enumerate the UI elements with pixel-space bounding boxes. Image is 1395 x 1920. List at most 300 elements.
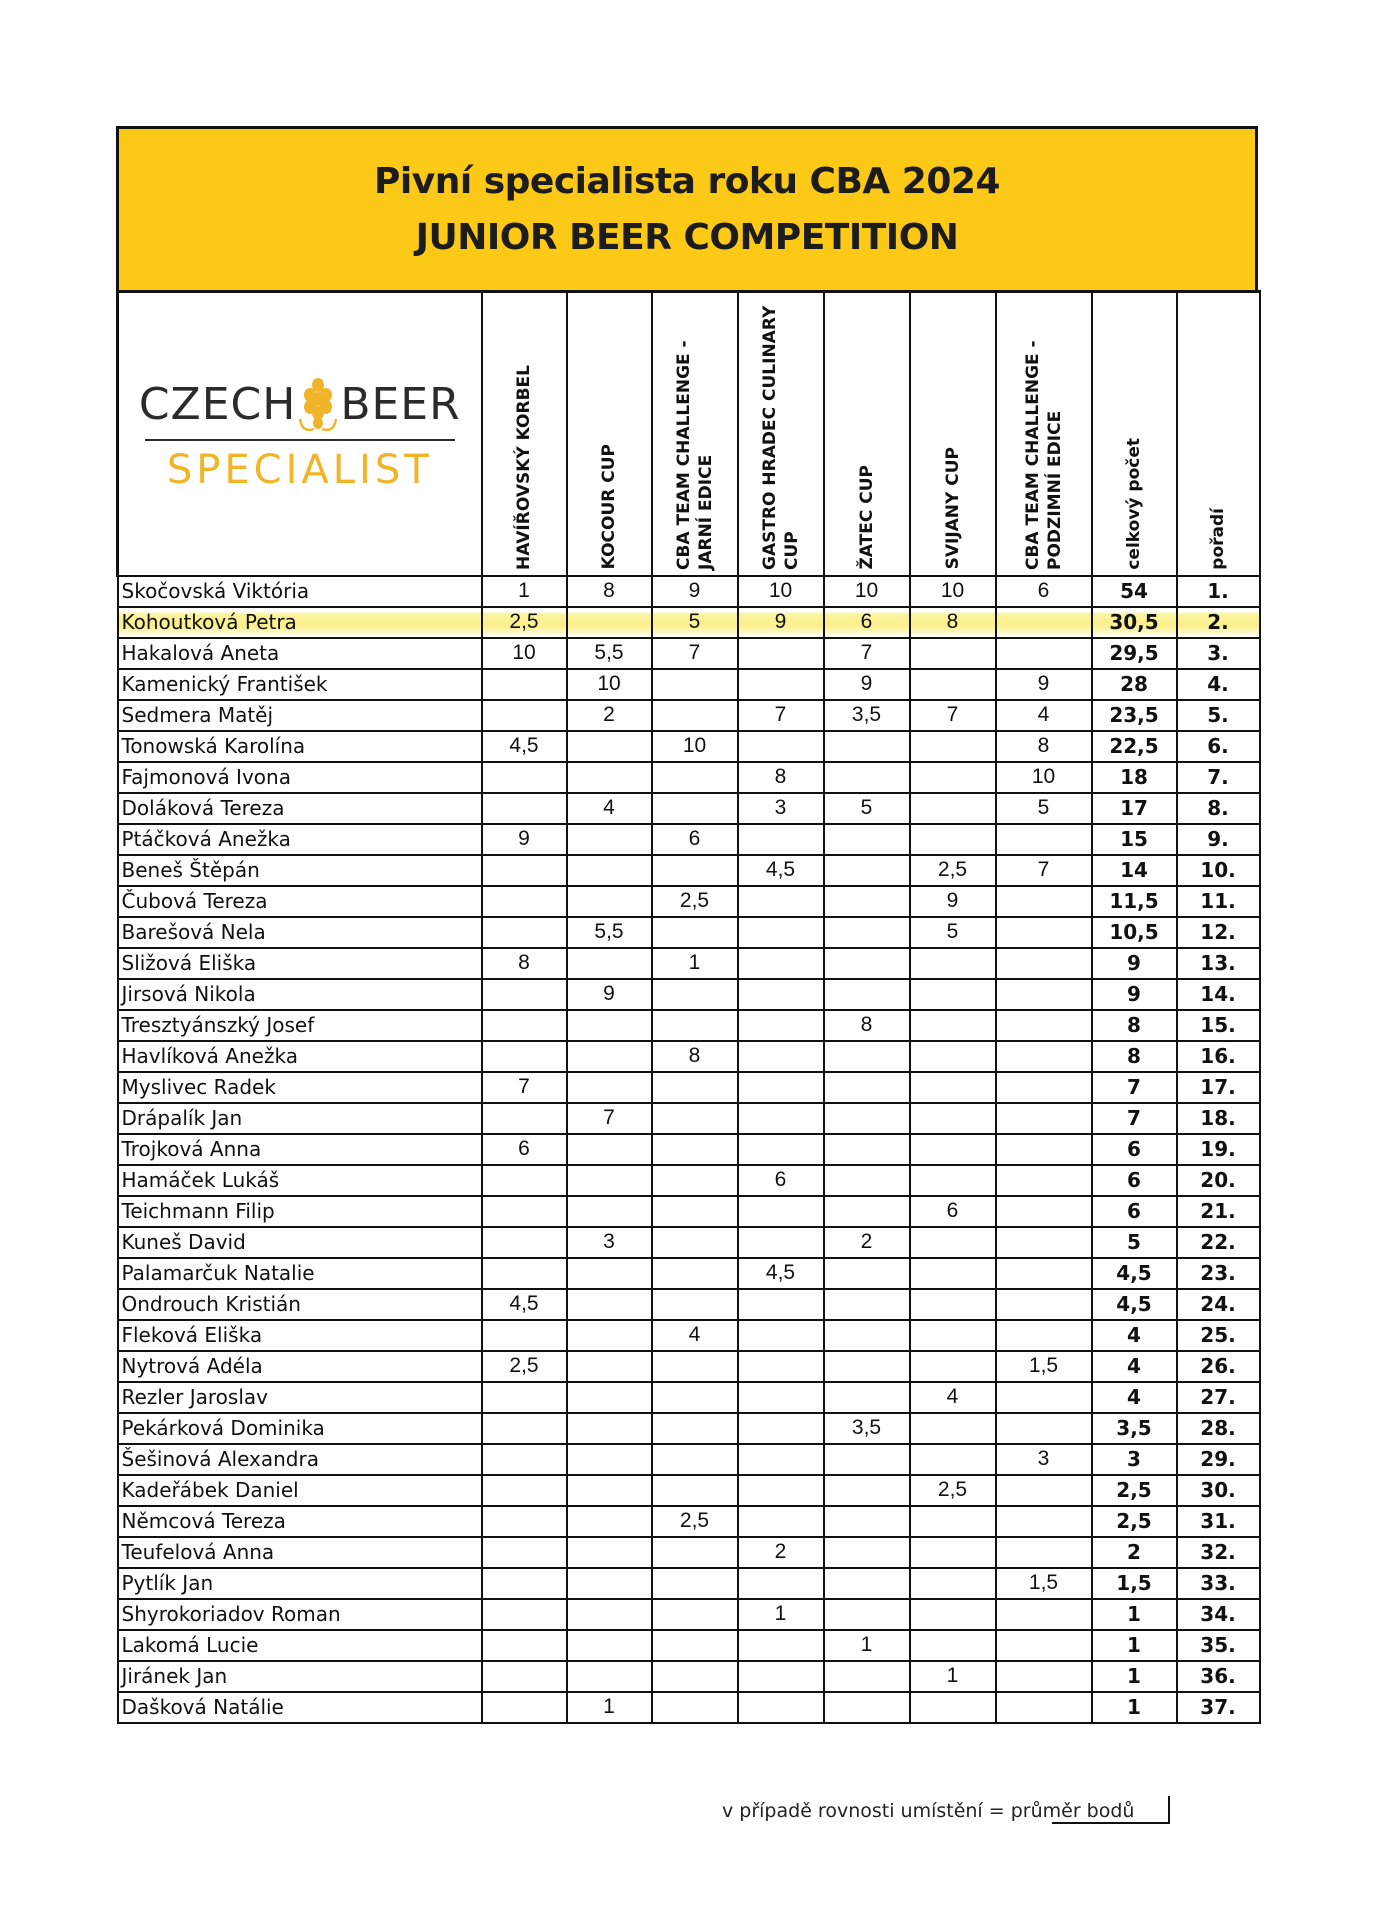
score-cell [996,1475,1092,1506]
score-cell [652,1568,738,1599]
rank-cell: 27. [1177,1382,1260,1413]
score-cell [996,1692,1092,1723]
score-cell [996,1537,1092,1568]
score-cell [482,1630,567,1661]
table-row [118,1010,1260,1041]
rank-cell: 26. [1177,1351,1260,1382]
score-cell [652,1010,738,1041]
score-cell [652,762,738,793]
score-cell [567,824,652,855]
score-cell [482,1103,567,1134]
rank-cell: 7. [1177,762,1260,793]
score-cell [567,1072,652,1103]
rank-cell: 37. [1177,1692,1260,1723]
competitor-name: Havlíková Anežka [118,1041,482,1072]
score-cell [567,1134,652,1165]
score-cell [482,917,567,948]
score-cell [910,1165,996,1196]
total-cell: 4 [1092,1351,1177,1382]
table-row [118,669,1260,700]
table-row [118,886,1260,917]
col-header-svijany-cup: SVIJANY CUP [910,292,996,576]
total-cell: 1,5 [1092,1568,1177,1599]
score-cell [910,731,996,762]
rank-cell: 17. [1177,1072,1260,1103]
score-cell [996,1506,1092,1537]
total-cell: 1 [1092,1630,1177,1661]
score-cell: 10 [567,669,652,700]
score-cell [482,1041,567,1072]
total-cell: 7 [1092,1103,1177,1134]
score-cell [482,886,567,917]
score-cell [738,948,824,979]
score-cell [567,948,652,979]
total-cell: 6 [1092,1165,1177,1196]
score-cell: 3 [738,793,824,824]
table-row [118,1165,1260,1196]
score-cell [996,1227,1092,1258]
score-cell: 8 [652,1041,738,1072]
table-row [118,1041,1260,1072]
score-cell: 9 [738,607,824,638]
score-cell [567,886,652,917]
score-cell [824,979,910,1010]
score-cell [824,1196,910,1227]
score-cell [652,1134,738,1165]
score-cell [996,1413,1092,1444]
score-cell: 2 [567,700,652,731]
score-cell [996,948,1092,979]
score-cell: 2 [824,1227,910,1258]
table-row [118,1630,1260,1661]
score-cell [482,669,567,700]
score-cell: 1 [824,1630,910,1661]
score-cell [738,1041,824,1072]
score-cell: 4 [996,700,1092,731]
table-row [118,1444,1260,1475]
score-cell [482,1227,567,1258]
competitor-name: Palamarčuk Natalie [118,1258,482,1289]
table-row [118,731,1260,762]
score-cell: 10 [652,731,738,762]
score-cell: 5 [824,793,910,824]
score-cell: 6 [824,607,910,638]
total-cell: 6 [1092,1196,1177,1227]
score-cell [824,1661,910,1692]
total-cell: 8 [1092,1010,1177,1041]
score-cell [482,1258,567,1289]
competitor-name: Shyrokoriadov Roman [118,1599,482,1630]
score-cell: 5,5 [567,917,652,948]
score-cell: 9 [482,824,567,855]
score-cell [482,700,567,731]
score-cell: 1 [567,1692,652,1723]
competitor-name: Lakomá Lucie [118,1630,482,1661]
table-row [118,1661,1260,1692]
score-cell: 8 [567,576,652,607]
score-cell: 3 [996,1444,1092,1475]
table-row [118,855,1260,886]
score-cell: 3 [567,1227,652,1258]
total-cell: 2 [1092,1537,1177,1568]
score-cell [824,917,910,948]
rank-cell: 30. [1177,1475,1260,1506]
score-cell [824,1289,910,1320]
competitor-name: Tresztyánszký Josef [118,1010,482,1041]
score-cell: 4 [567,793,652,824]
competitor-name: Čubová Tereza [118,886,482,917]
score-cell: 5 [996,793,1092,824]
score-cell [482,1475,567,1506]
competitor-name: Kuneš David [118,1227,482,1258]
score-cell [738,1010,824,1041]
rank-cell: 1. [1177,576,1260,607]
score-cell: 6 [482,1134,567,1165]
score-cell [738,1103,824,1134]
score-cell [824,1072,910,1103]
score-cell [652,669,738,700]
table-row [118,979,1260,1010]
table-row [118,1413,1260,1444]
score-cell [824,824,910,855]
total-cell: 10,5 [1092,917,1177,948]
table-row [118,824,1260,855]
score-cell [738,1196,824,1227]
competitor-name: Doláková Tereza [118,793,482,824]
score-cell [567,1382,652,1413]
total-cell: 1 [1092,1599,1177,1630]
score-cell [824,1351,910,1382]
score-cell: 4 [652,1320,738,1351]
score-cell [910,1320,996,1351]
score-cell: 8 [482,948,567,979]
rank-cell: 4. [1177,669,1260,700]
score-cell: 6 [652,824,738,855]
score-cell: 7 [738,700,824,731]
score-cell [738,1661,824,1692]
score-cell: 10 [824,576,910,607]
score-cell [910,1351,996,1382]
rank-cell: 13. [1177,948,1260,979]
score-cell [824,1320,910,1351]
score-cell [652,1413,738,1444]
score-cell [738,1351,824,1382]
score-cell [824,731,910,762]
score-cell [910,1041,996,1072]
score-cell [910,1134,996,1165]
score-cell: 7 [910,700,996,731]
results-table [116,290,1261,1724]
score-cell [996,979,1092,1010]
score-cell [482,1196,567,1227]
rank-cell: 10. [1177,855,1260,886]
competitor-name: Hamáček Lukáš [118,1165,482,1196]
score-cell [824,1568,910,1599]
score-cell [738,1320,824,1351]
score-cell [567,1537,652,1568]
score-cell [910,1289,996,1320]
score-cell [652,1072,738,1103]
rank-cell: 11. [1177,886,1260,917]
score-cell: 4,5 [482,1289,567,1320]
competitor-name: Teufelová Anna [118,1537,482,1568]
table-row [118,1134,1260,1165]
score-cell [567,731,652,762]
score-cell [824,1258,910,1289]
total-cell: 14 [1092,855,1177,886]
rank-cell: 3. [1177,638,1260,669]
score-cell [482,1568,567,1599]
czech-beer-specialist-logo [139,375,461,493]
score-cell [482,1661,567,1692]
score-cell: 9 [652,576,738,607]
total-cell: 15 [1092,824,1177,855]
rank-cell: 15. [1177,1010,1260,1041]
score-cell: 8 [996,731,1092,762]
total-cell: 30,5 [1092,607,1177,638]
col-header-zatec-cup: ŽATEC CUP [824,292,910,576]
score-cell: 4 [910,1382,996,1413]
score-cell [910,1630,996,1661]
score-cell [482,979,567,1010]
score-cell: 2,5 [482,1351,567,1382]
score-cell [482,1599,567,1630]
col-header-poradi: pořadí [1177,292,1260,576]
score-cell: 6 [996,576,1092,607]
table-row [118,1692,1260,1723]
table-row [118,762,1260,793]
score-cell: 9 [910,886,996,917]
score-cell [996,1010,1092,1041]
table-row [118,1475,1260,1506]
score-cell [910,824,996,855]
total-cell: 22,5 [1092,731,1177,762]
title-line-1: Pivní specialista roku CBA 2024 [374,160,1000,202]
title-banner [116,126,1258,290]
score-cell: 4,5 [482,731,567,762]
score-cell [910,1413,996,1444]
competitor-name: Beneš Štěpán [118,855,482,886]
score-cell [824,1444,910,1475]
score-cell [738,1227,824,1258]
score-cell [567,1041,652,1072]
score-cell [567,1444,652,1475]
rank-cell: 8. [1177,793,1260,824]
table-row [118,1568,1260,1599]
score-cell [567,1661,652,1692]
footnote: v případě rovnosti umístění = průměr bodů [722,1800,1135,1822]
table-row [118,793,1260,824]
logo-divider [145,439,455,441]
total-cell: 3 [1092,1444,1177,1475]
logo-word-specialist: SPECIALIST [166,446,433,493]
total-cell: 8 [1092,1041,1177,1072]
score-cell [738,1072,824,1103]
score-cell [996,1382,1092,1413]
score-cell [824,1599,910,1630]
score-cell [996,824,1092,855]
score-cell [482,1010,567,1041]
competitor-name: Jirsová Nikola [118,979,482,1010]
score-cell [910,762,996,793]
score-cell [910,1506,996,1537]
score-cell [996,917,1092,948]
score-cell [738,669,824,700]
rank-cell: 20. [1177,1165,1260,1196]
score-cell: 1 [738,1599,824,1630]
score-cell [652,1227,738,1258]
score-cell: 6 [910,1196,996,1227]
score-cell [824,886,910,917]
competitor-name: Myslivec Radek [118,1072,482,1103]
score-cell [824,762,910,793]
table-row [118,1227,1260,1258]
score-cell [996,1289,1092,1320]
total-cell: 9 [1092,979,1177,1010]
rank-cell: 28. [1177,1413,1260,1444]
score-cell: 2 [738,1537,824,1568]
score-cell [738,1692,824,1723]
score-cell: 10 [482,638,567,669]
rank-cell: 35. [1177,1630,1260,1661]
score-cell [652,1103,738,1134]
score-cell [567,1320,652,1351]
score-cell: 5,5 [567,638,652,669]
score-cell: 1,5 [996,1568,1092,1599]
score-cell [910,1537,996,1568]
score-cell: 7 [567,1103,652,1134]
table-row [118,1506,1260,1537]
logo-cell [118,292,482,576]
total-cell: 23,5 [1092,700,1177,731]
rank-cell: 14. [1177,979,1260,1010]
score-cell [824,1506,910,1537]
score-cell [996,1661,1092,1692]
score-cell [910,638,996,669]
score-cell: 10 [996,762,1092,793]
rank-cell: 16. [1177,1041,1260,1072]
competitor-name: Trojková Anna [118,1134,482,1165]
score-cell [738,1413,824,1444]
score-cell [996,1630,1092,1661]
score-cell: 5 [652,607,738,638]
competitor-name: Kadeřábek Daniel [118,1475,482,1506]
total-cell: 4,5 [1092,1289,1177,1320]
score-cell [567,1475,652,1506]
score-cell [652,1165,738,1196]
score-cell [482,1506,567,1537]
score-cell [910,948,996,979]
footnote-underline [1052,1822,1169,1824]
score-cell [996,1041,1092,1072]
table-row [118,576,1260,607]
score-cell [824,1103,910,1134]
score-cell: 10 [738,576,824,607]
table-row [118,638,1260,669]
rank-cell: 31. [1177,1506,1260,1537]
score-cell [652,1537,738,1568]
competitor-name: Tonowská Karolína [118,731,482,762]
total-cell: 4 [1092,1382,1177,1413]
score-cell [652,700,738,731]
score-cell [567,1630,652,1661]
competitor-name: Sedmera Matěj [118,700,482,731]
score-cell [567,1196,652,1227]
table-row [118,1599,1260,1630]
score-cell [738,1475,824,1506]
score-cell [652,1599,738,1630]
col-header-celkovy-pocet: celkový počet [1092,292,1177,576]
score-cell: 2,5 [910,1475,996,1506]
rank-cell: 18. [1177,1103,1260,1134]
total-cell: 6 [1092,1134,1177,1165]
competitor-name: Hakalová Aneta [118,638,482,669]
rank-cell: 33. [1177,1568,1260,1599]
score-cell [482,855,567,886]
score-cell [482,762,567,793]
score-cell [567,1599,652,1630]
total-cell: 54 [1092,576,1177,607]
competitor-name: Šešinová Alexandra [118,1444,482,1475]
competitor-name: Dašková Natálie [118,1692,482,1723]
score-cell [652,793,738,824]
score-cell: 2,5 [910,855,996,886]
score-cell: 3,5 [824,700,910,731]
score-cell [910,1072,996,1103]
score-cell [910,793,996,824]
score-cell [567,855,652,886]
score-cell: 4,5 [738,1258,824,1289]
total-cell: 18 [1092,762,1177,793]
competitor-name: Barešová Nela [118,917,482,948]
col-header-cba-team-challenge-jarni: CBA TEAM CHALLENGE - JARNÍ EDICE [652,292,738,576]
score-cell [567,1413,652,1444]
competitor-name: Kamenický František [118,669,482,700]
score-cell [738,1382,824,1413]
score-cell: 8 [910,607,996,638]
score-cell [738,731,824,762]
score-cell [824,1041,910,1072]
score-cell [996,1320,1092,1351]
competitor-name: Skočovská Viktória [118,576,482,607]
col-header-kocour-cup: KOCOUR CUP [567,292,652,576]
score-cell [652,979,738,1010]
score-cell: 1,5 [996,1351,1092,1382]
score-cell [910,1010,996,1041]
rank-cell: 34. [1177,1599,1260,1630]
total-cell: 4 [1092,1320,1177,1351]
score-cell [482,1165,567,1196]
score-cell: 6 [738,1165,824,1196]
competitor-name: Němcová Tereza [118,1506,482,1537]
col-header-gastro-hradec: GASTRO HRADEC CULINARY CUP [738,292,824,576]
table-row [118,1072,1260,1103]
score-cell [996,1134,1092,1165]
score-cell [567,1010,652,1041]
score-cell [652,1692,738,1723]
score-cell [738,824,824,855]
score-cell [652,1289,738,1320]
score-cell [652,1382,738,1413]
score-cell [910,1444,996,1475]
header-row [118,292,1260,576]
rank-cell: 25. [1177,1320,1260,1351]
score-cell [738,1444,824,1475]
score-cell [567,762,652,793]
total-cell: 3,5 [1092,1413,1177,1444]
table-row [118,1537,1260,1568]
rank-cell: 6. [1177,731,1260,762]
